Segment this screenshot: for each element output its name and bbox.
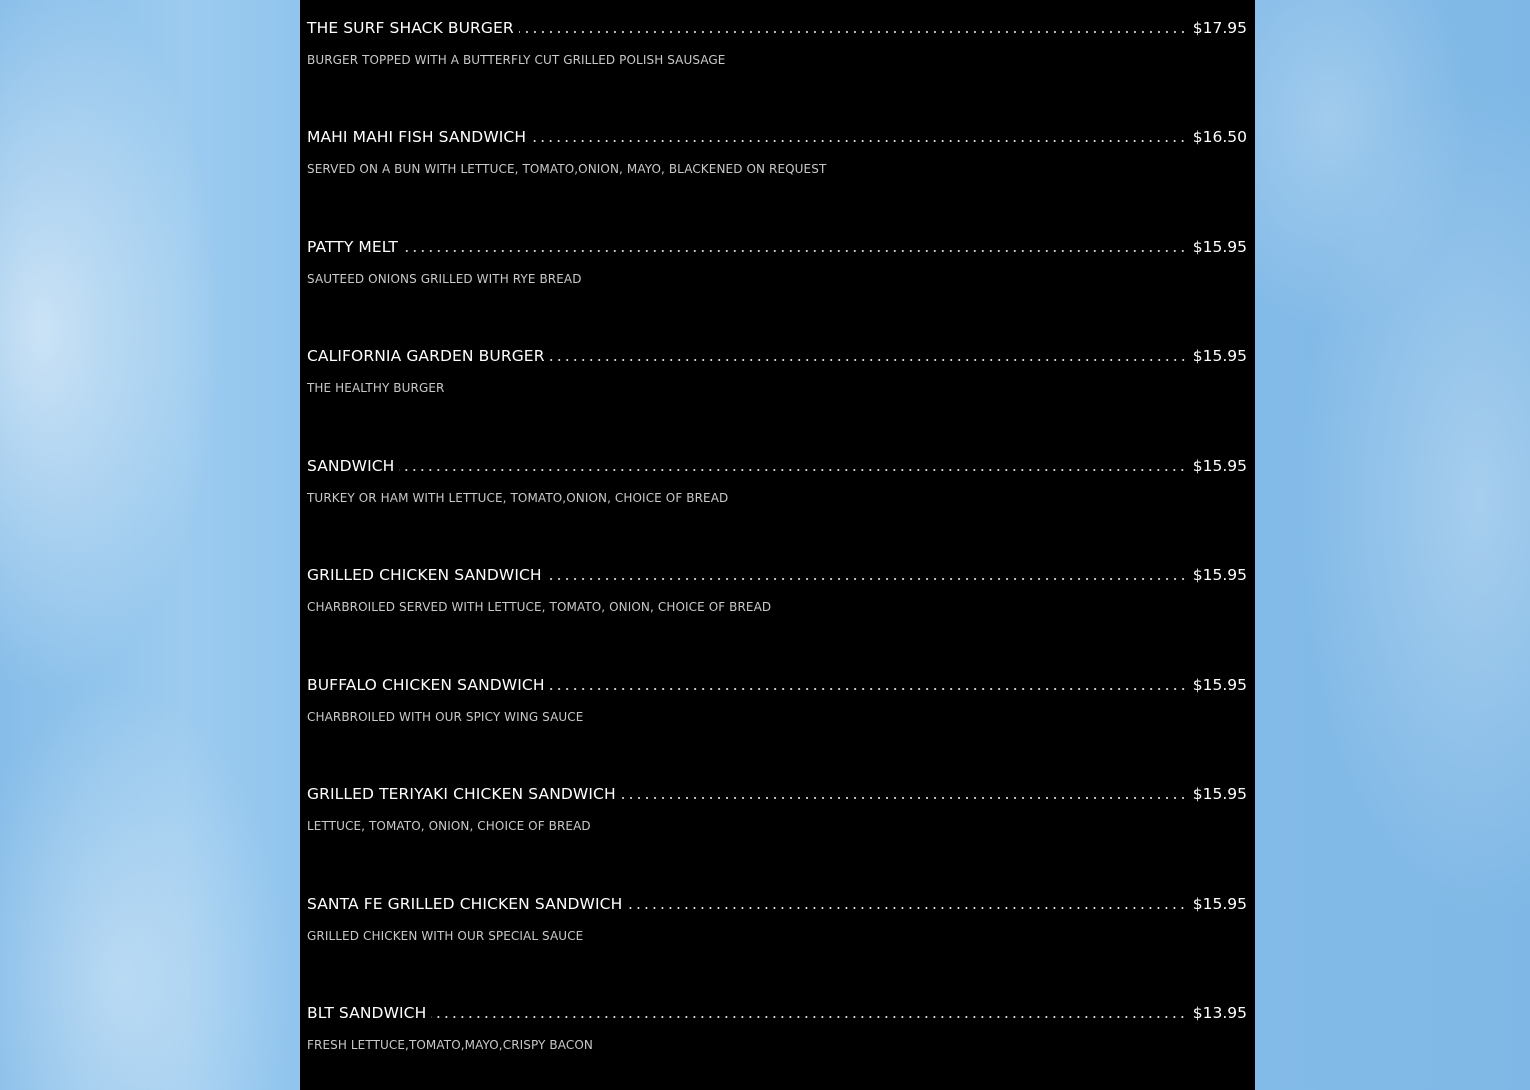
menu-item-price: $15.95 xyxy=(1192,238,1247,256)
menu-item-name: GRILLED CHICKEN SANDWICH xyxy=(307,566,542,584)
menu-item-row xyxy=(307,783,1247,805)
menu-item-price: $15.95 xyxy=(1192,895,1247,913)
menu-item-description: SAUTEED ONIONS GRILLED WITH RYE BREAD xyxy=(307,272,582,286)
dotted-leader xyxy=(519,31,1187,33)
menu-item xyxy=(307,1002,1247,1053)
menu-item-description: TURKEY OR HAM WITH LETTUCE, TOMATO,ONION, CHOICE OF BREAD xyxy=(307,491,729,505)
menu-item-row xyxy=(307,345,1247,367)
menu-item-name: CALIFORNIA GARDEN BURGER xyxy=(307,347,545,365)
dotted-leader xyxy=(621,797,1187,799)
menu-panel xyxy=(300,0,1255,1090)
menu-item-price: $16.50 xyxy=(1192,128,1247,146)
menu-item xyxy=(307,236,1247,287)
menu-item-name: BUFFALO CHICKEN SANDWICH xyxy=(307,676,545,694)
menu-item-row xyxy=(307,674,1247,696)
menu-item-price: $15.95 xyxy=(1192,566,1247,584)
menu-item-price: $13.95 xyxy=(1192,1004,1247,1022)
menu-item xyxy=(307,126,1247,177)
menu-item xyxy=(307,893,1247,944)
menu-item-description: GRILLED CHICKEN WITH OUR SPECIAL SAUCE xyxy=(307,929,584,943)
dotted-leader xyxy=(431,1016,1186,1018)
dotted-leader xyxy=(399,469,1186,471)
menu-item xyxy=(307,17,1247,68)
menu-item xyxy=(307,783,1247,834)
menu-item-row xyxy=(307,1002,1247,1024)
menu-item-description: FRESH LETTUCE,TOMATO,MAYO,CRISPY BACON xyxy=(307,1038,593,1052)
menu-item xyxy=(307,345,1247,396)
menu-item-row xyxy=(307,893,1247,915)
menu-item-row xyxy=(307,455,1247,477)
menu-item-name: GRILLED TERIYAKI CHICKEN SANDWICH xyxy=(307,785,616,803)
menu-item-price: $15.95 xyxy=(1192,347,1247,365)
menu-item-description: CHARBROILED SERVED WITH LETTUCE, TOMATO, ONION, CHOICE OF BREAD xyxy=(307,600,772,614)
menu-item xyxy=(307,564,1247,615)
menu-item-price: $17.95 xyxy=(1192,19,1247,37)
menu-item-description: BURGER TOPPED WITH A BUTTERFLY CUT GRILLED POLISH SAUSAGE xyxy=(307,53,726,67)
menu-item-description: SERVED ON A BUN WITH LETTUCE, TOMATO,ONION, MAYO, BLACKENED ON REQUEST xyxy=(307,162,827,176)
menu-item-row xyxy=(307,17,1247,39)
menu-item xyxy=(307,674,1247,725)
dotted-leader xyxy=(550,359,1187,361)
menu-item xyxy=(307,455,1247,506)
menu-item-name: THE SURF SHACK BURGER xyxy=(307,19,514,37)
menu-item-price: $15.95 xyxy=(1192,785,1247,803)
dotted-leader xyxy=(627,907,1186,909)
menu-item-row xyxy=(307,126,1247,148)
dotted-leader xyxy=(550,688,1187,690)
menu-item-description: THE HEALTHY BURGER xyxy=(307,381,445,395)
dotted-leader xyxy=(531,140,1187,142)
menu-item-name: SANDWICH xyxy=(307,457,395,475)
menu-item-row xyxy=(307,236,1247,258)
menu-item-price: $15.95 xyxy=(1192,676,1247,694)
menu-item-name: SANTA FE GRILLED CHICKEN SANDWICH xyxy=(307,895,623,913)
dotted-leader xyxy=(403,250,1187,252)
dotted-leader xyxy=(547,578,1187,580)
menu-item-price: $15.95 xyxy=(1192,457,1247,475)
menu-item-name: MAHI MAHI FISH SANDWICH xyxy=(307,128,527,146)
menu-item-description: CHARBROILED WITH OUR SPICY WING SAUCE xyxy=(307,710,584,724)
menu-item-name: BLT SANDWICH xyxy=(307,1004,427,1022)
menu-item-description: LETTUCE, TOMATO, ONION, CHOICE OF BREAD xyxy=(307,819,591,833)
menu-item-name: PATTY MELT xyxy=(307,238,398,256)
menu-item-row xyxy=(307,564,1247,586)
